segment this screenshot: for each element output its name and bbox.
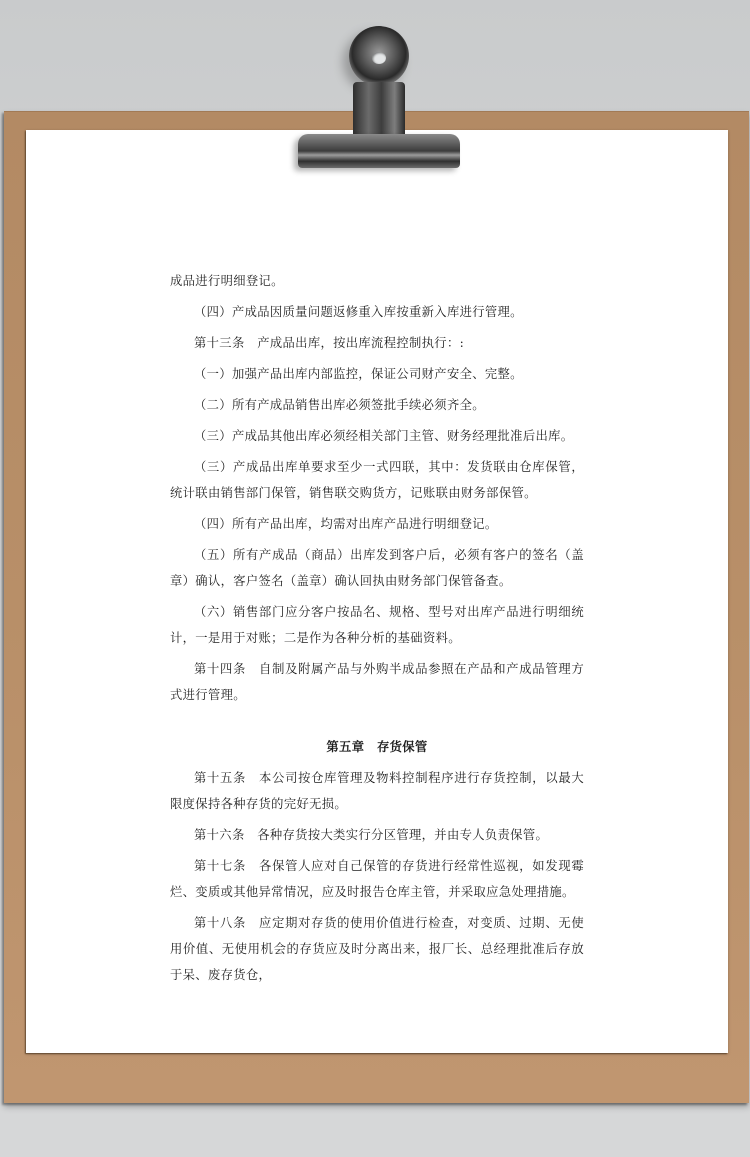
paragraph: （四）产成品因质量问题返修重入库按重新入库进行管理。 (194, 305, 523, 319)
article-18: 第十八条 应定期对存货的使用价值进行检查，对变质、过期、无使用价值、无使用机会的存货应及时分离出来，报厂长、总经理批准后存放于呆、废存货仓， (170, 916, 584, 982)
clip-hole (372, 52, 386, 64)
clip-base (298, 134, 460, 168)
paragraph: （三）产成品出库单要求至少一式四联，其中：发货联由仓库保管，统计联由销售部门保管，销售联交购货方，记账联由财务部保管。 (170, 460, 584, 500)
paragraph: （六）销售部门应分客户按品名、规格、型号对出库产品进行明细统计，一是用于对账；二是作为各种分析的基础资料。 (170, 605, 584, 645)
paragraph: （四）所有产品出库，均需对出库产品进行明细登记。 (194, 517, 498, 531)
article-15: 第十五条 本公司按仓库管理及物料控制程序进行存货控制，以最大限度保持各种存货的完好无损。 (170, 771, 584, 811)
paragraph: （三）产成品其他出库必须经相关部门主管、财务经理批准后出库。 (194, 429, 574, 443)
article-17: 第十七条 各保管人应对自己保管的存货进行经常性巡视，如发现霉烂、变质或其他异常情况，应及时报告仓库主管，并采取应急处理措施。 (170, 859, 584, 899)
document-body (170, 268, 584, 993)
article-16: 第十六条 各种存货按大类实行分区管理，并由专人负责保管。 (194, 828, 549, 842)
paragraph: （二）所有产成品销售出库必须签批手续必须齐全。 (194, 398, 485, 412)
paragraph: 成品进行明细登记。 (170, 274, 284, 288)
chapter-heading: 第五章 存货保管 (326, 739, 428, 754)
article-13: 第十三条 产成品出库，按出库流程控制执行：: (194, 336, 465, 350)
article-14: 第十四条 自制及附属产品与外购半成品参照在产品和产成品管理方式进行管理。 (170, 662, 584, 702)
paragraph: （一）加强产品出库内部监控，保证公司财产安全、完整。 (194, 367, 523, 381)
clip-neck (353, 82, 405, 138)
paragraph: （五）所有产成品（商品）出库发到客户后，必须有客户的签名（盖章）确认，客户签名（盖章）确认回执由财务部门保管备查。 (170, 548, 584, 588)
